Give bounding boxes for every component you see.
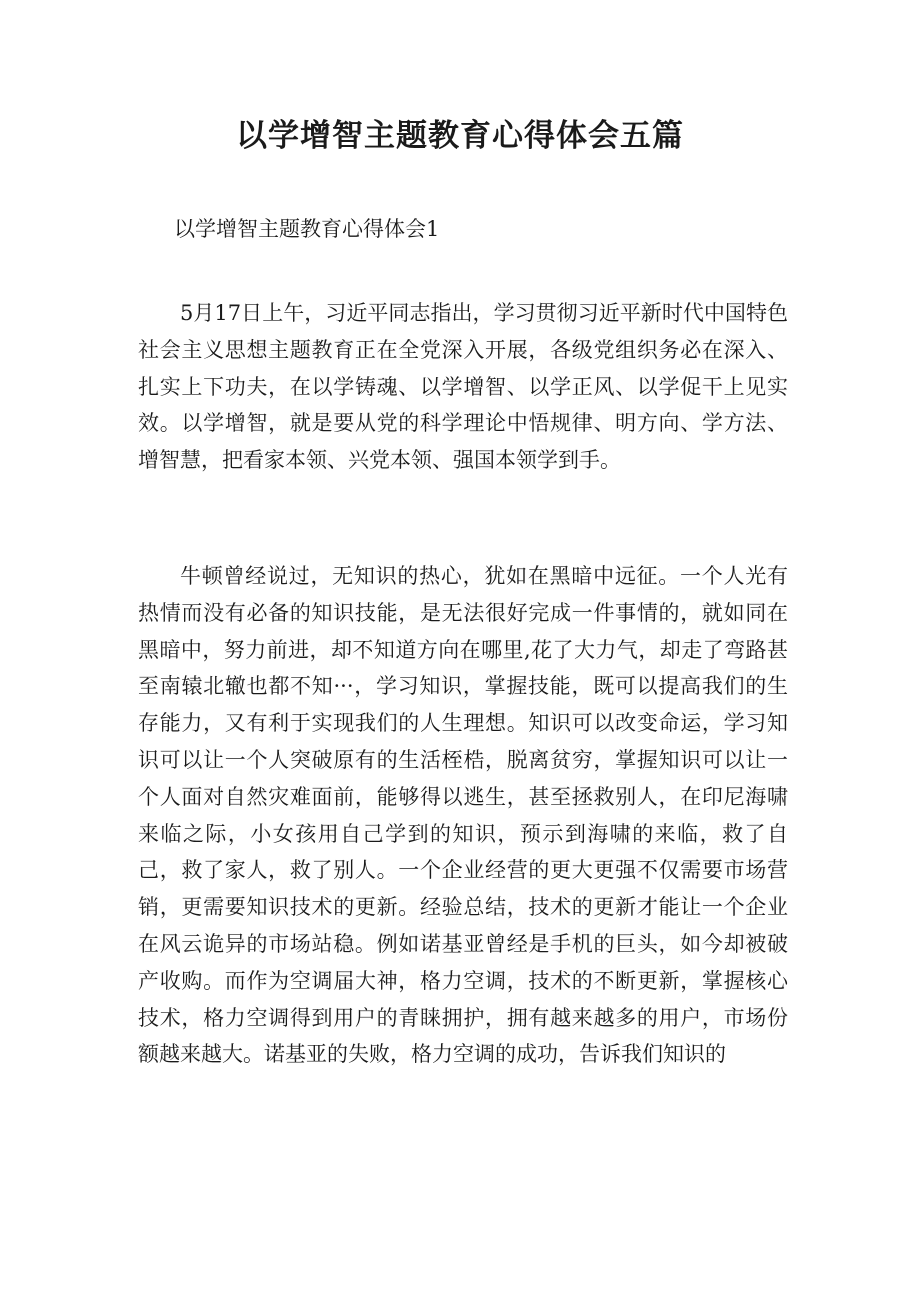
section-subtitle: 以学增智主题教育心得体会1 bbox=[174, 217, 440, 241]
body-paragraph-1: 5月17日上午，习近平同志指出，学习贯彻习近平新时代中国特色社会主义思想主题教育正在全党深入开展，各级党组织务必在深入、扎实上下功夫，在以学铸魂、以学增智、以学正风、以学促干上见实效。以学增智，就是要从党的科学理论中悟规律、明方向、学方法、增智慧，把看家本领、兴党本领、强国本领学到手。 bbox=[138, 301, 788, 473]
body-paragraph-2: 牛顿曾经说过，无知识的热心，犹如在黑暗中远征。一个人光有热情而没有必备的知识技能，是无法很好完成一件事情的，就如同在黑暗中，努力前进，却不知道方向在哪里,花了大力气，却走了弯路甚至南辕北辙也都不知···，学习知识，掌握技能，既可以提高我们的生存能力，又有利于实现我们的人生理想。知识可以改变命运，学习知识可以让一个人突破原有的生活桎梏，脱离贫穷，掌握知识可以让一个人面对自然灾难面前，能够得以逃生，甚至拯救别人，在印尼海啸来临之际，小女孩用自己学到的知识，预示到海啸的来临，救了自己，救了家人，救了别人。一个企业经营的更大更强不仅需要市场营销，更需要知识技术的更新。经验总结，技术的更新才能让一个企业在风云诡异的市场站稳。例如诺基亚曾经是手机的巨头，如今却被破产收购。而作为空调届大神，格力空调，技术的不断更新，掌握核心技术，格力空调得到用户的青睐拥护，拥有越来越多的用户，市场份额越来越大。诺基亚的失败，格力空调的成功，告诉我们知识的 bbox=[138, 564, 788, 1067]
document-title: 以学增智主题教育心得体会五篇 bbox=[236, 118, 684, 154]
